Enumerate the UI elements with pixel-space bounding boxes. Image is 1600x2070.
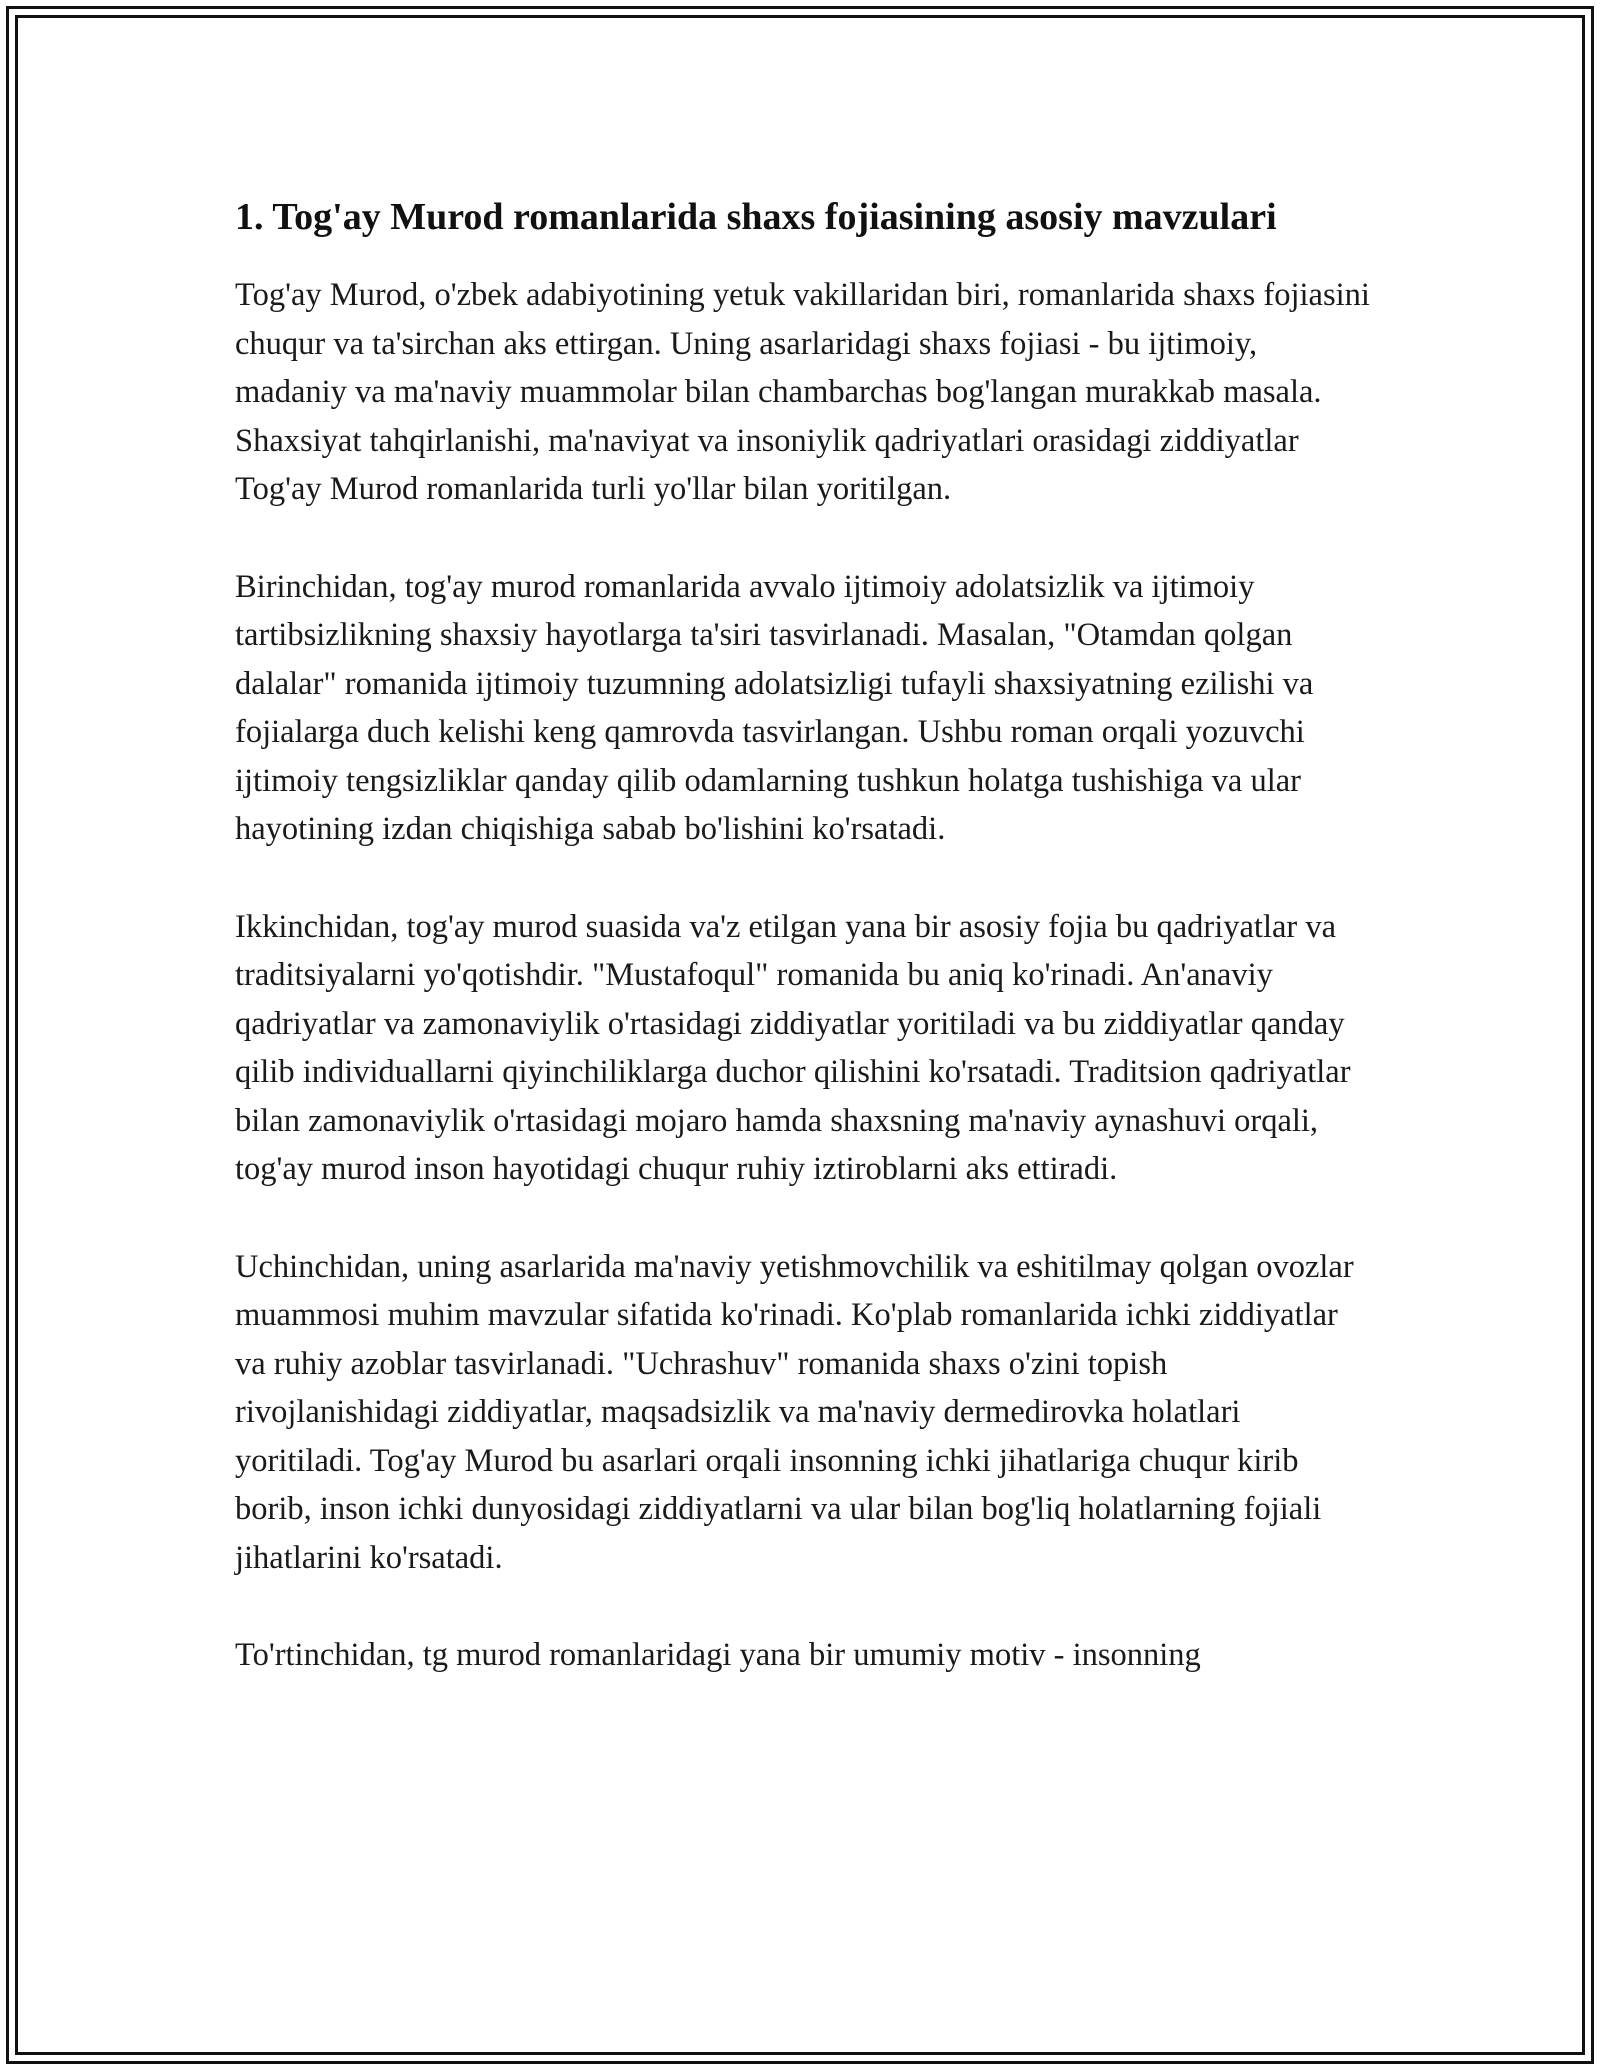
paragraph-fourth: To'rtinchidan, tg murod romanlaridagi yana bir umumiy motiv - insonning <box>235 1637 1201 1673</box>
paragraph-first: Birinchidan, tog'ay murod romanlarida avvalo ijtimoiy adolatsizlik va ijtimoiy tartibsizlikning shaxsiy hayotlarga ta'siri tasvirlanadi. Masalan, "Otamdan qolgan dalalar" romanida ijtimoiy tuzumning adolatsizligi tufayli shaxsiyatning ezilishi va fojialarga duch kelishi keng qamrovda tasvirlangan. Ushbu roman orqali yozuvchi ijtimoiy tengsizliklar qanday qilib odamlarning tushkun holatga tushishiga va ular hayotining izdan chiqishiga sabab bo'lishini ko'rsatadi. <box>235 568 1314 847</box>
document-page <box>235 190 1375 1729</box>
paragraph-second: Ikkinchidan, tog'ay murod suasida va'z etilgan yana bir asosiy fojia bu qadriyatlar va traditsiyalarni yo'qotishdir. "Mustafoqul" romanida bu aniq ko'rinadi. An'anaviy qadriyatlar va zamonaviylik o'rtasidagi ziddiyatlar yoritiladi va bu ziddiyatlar qanday qilib individuallarni qiyinchiliklarga duchor qilishini ko'rsatadi. Traditsion qadriyatlar bilan zamonaviylik o'rtasidagi mojaro hamda shaxsning ma'naviy aynashuvi orqali, tog'ay murod inson hayotidagi chuqur ruhiy iztiroblarni aks ettiradi. <box>235 908 1351 1187</box>
paragraph-intro: Tog'ay Murod, o'zbek adabiyotining yetuk vakillaridan biri, romanlarida shaxs fojiasini chuqur va ta'sirchan aks ettirgan. Uning asarlaridagi shaxs fojiasi - bu ijtimoiy, madaniy va ma'naviy muammolar bilan chambarchas bog'langan murakkab masala. Shaxsiyat tahqirlanishi, ma'naviyat va insoniylik qadriyatlari orasidagi ziddiyatlar Tog'ay Murod romanlarida turli yo'llar bilan yoritilgan. <box>235 277 1370 507</box>
section-heading: 1. Tog'ay Murod romanlarida shaxs fojiasining asosiy mavzulari <box>235 196 1277 238</box>
paragraph-third: Uchinchidan, uning asarlarida ma'naviy yetishmovchilik va eshitilmay qolgan ovozlar muammosi muhim mavzular sifatida ko'rinadi. Ko'plab romanlarida ichki ziddiyatlar va ruhiy azoblar tasvirlanadi. "Uchrashuv" romanida shaxs o'zini topish rivojlanishidagi ziddiyatlar, maqsadsizlik va ma'naviy dermedirovka holatlari yoritiladi. Tog'ay Murod bu asarlari orqali insonning ichki jihatlariga chuqur kirib borib, inson ichki dunyosidagi ziddiyatlarni va ular bilan bog'liq holatlarning fojiali jihatlarini ko'rsatadi. <box>235 1248 1354 1576</box>
